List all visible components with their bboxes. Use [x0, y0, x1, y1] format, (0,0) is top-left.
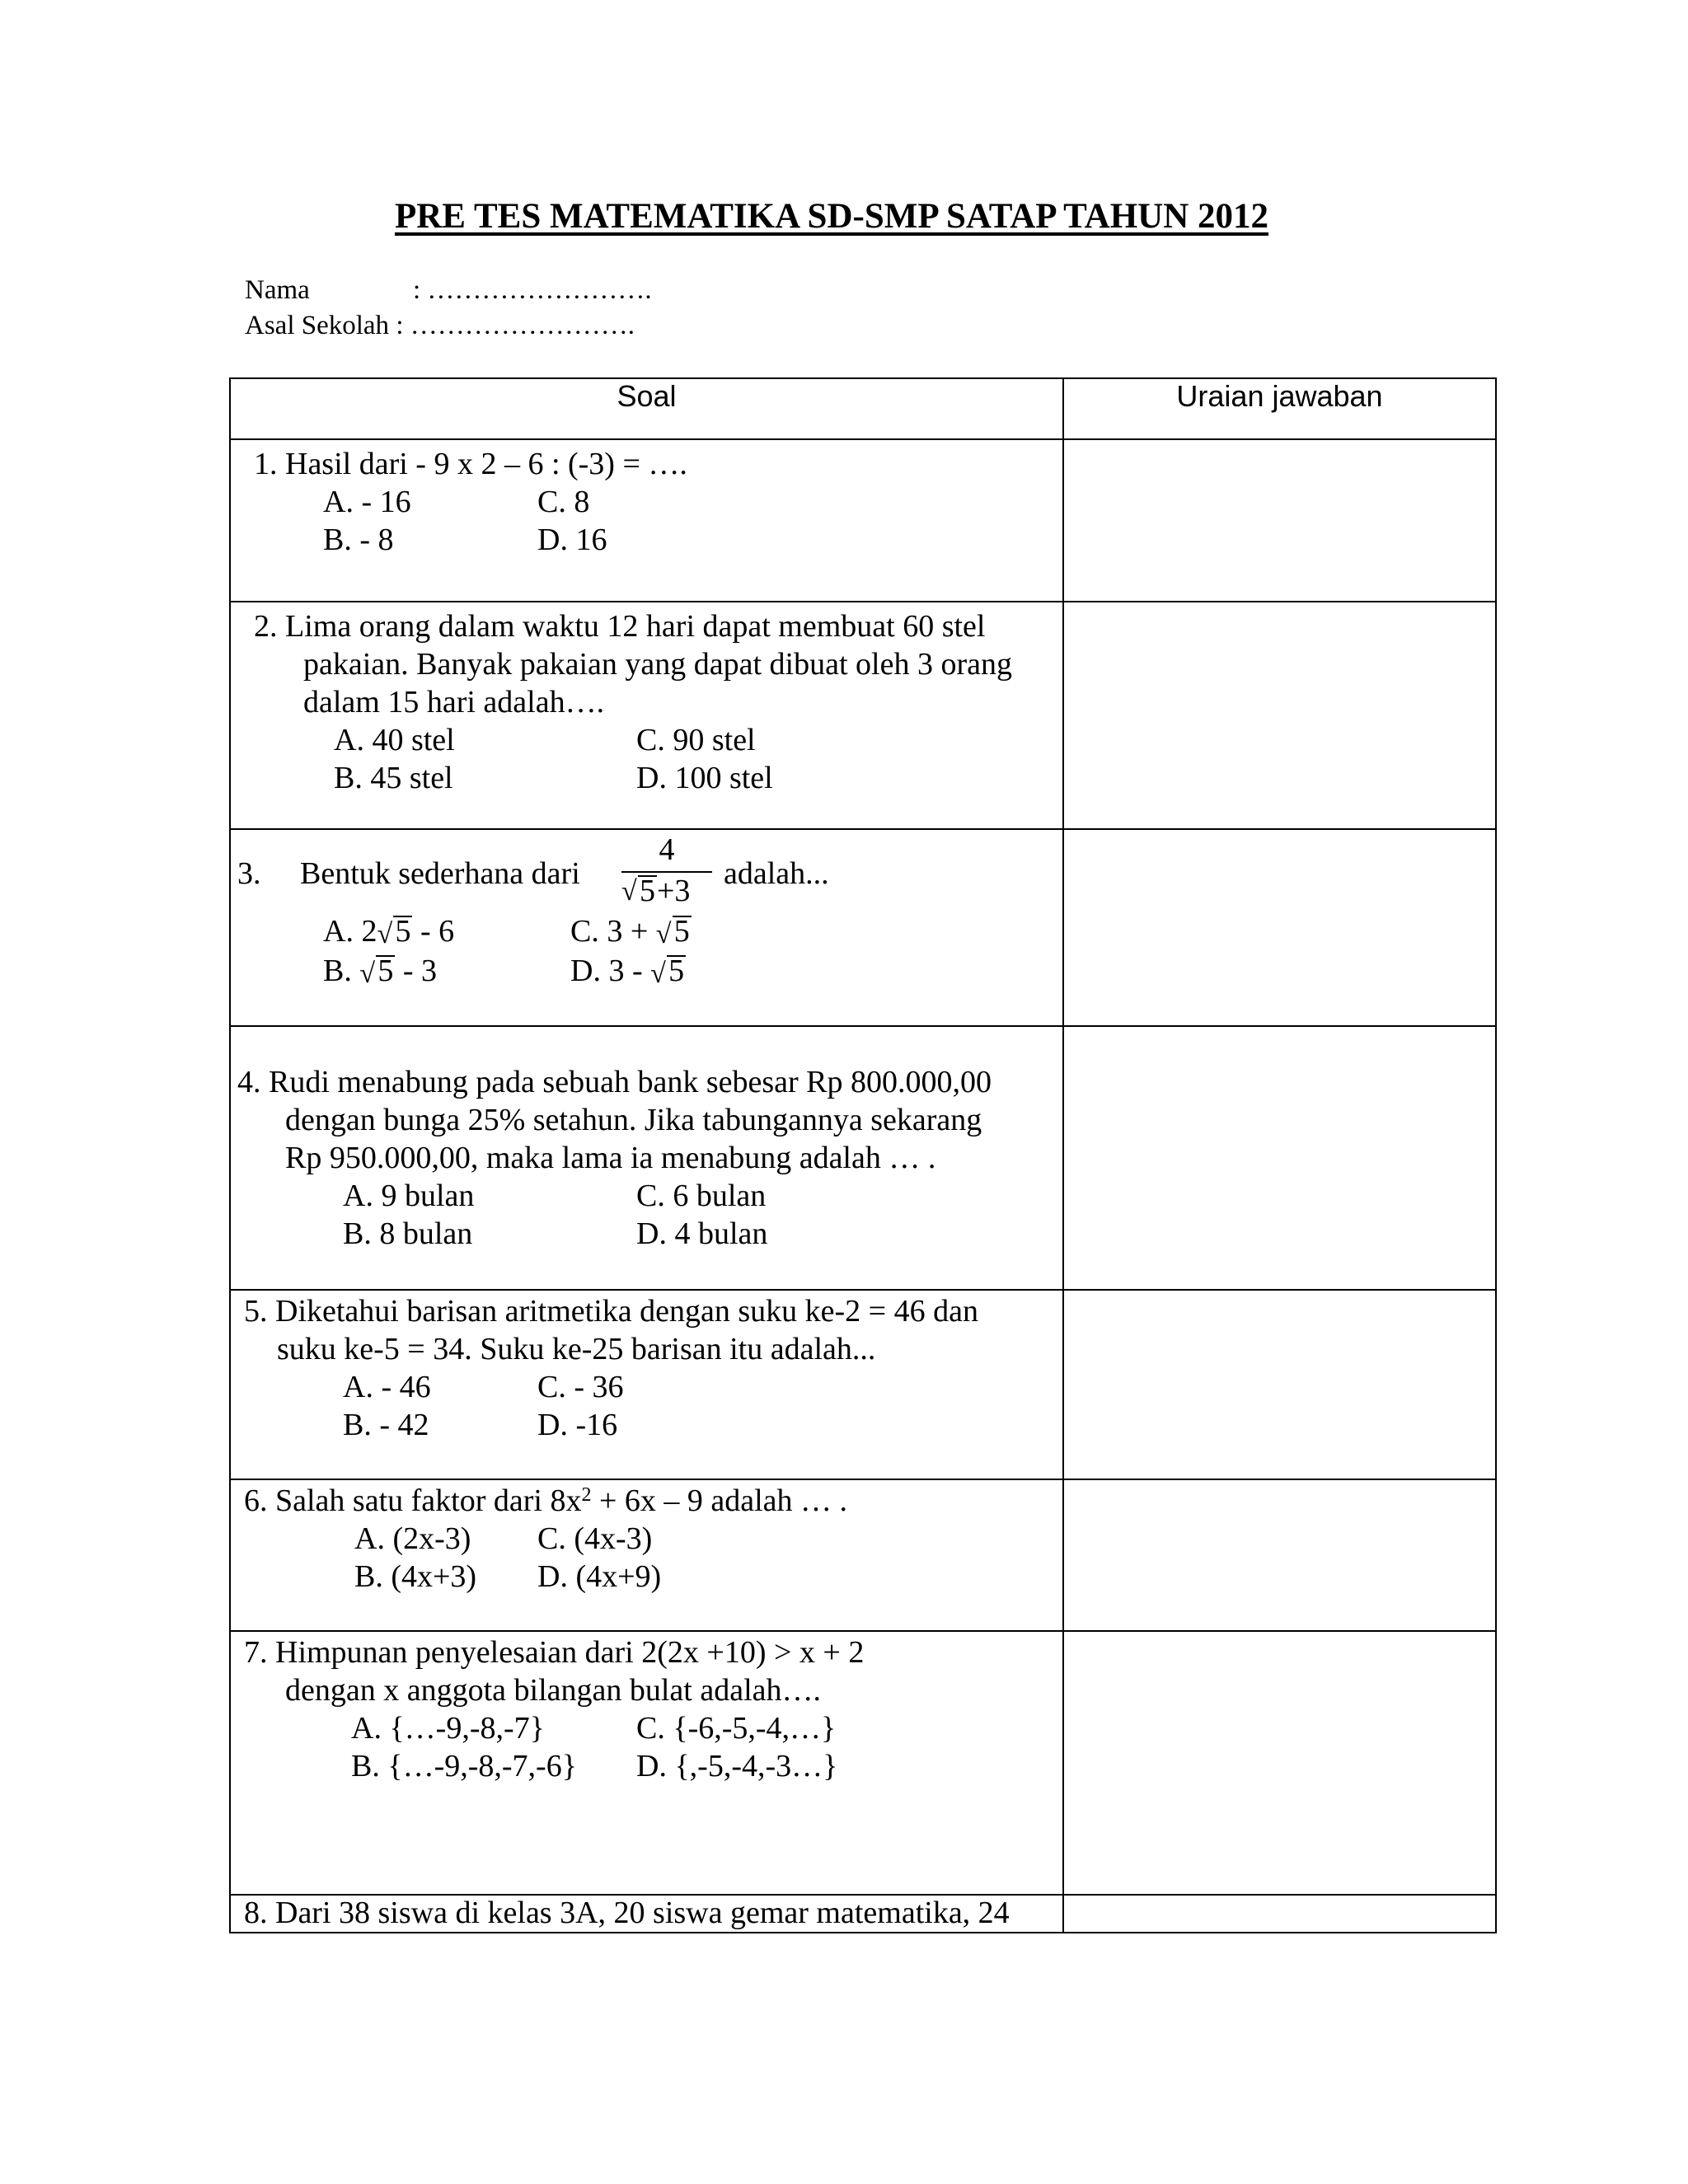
question-7-line-2: dengan x anggota bilangan bulat adalah…. [285, 1673, 822, 1708]
answer-box-3[interactable] [1063, 829, 1496, 1026]
q5-option-b: B. - 42 [343, 1408, 429, 1442]
table-row [230, 439, 1496, 602]
question-3-suffix: adalah... [724, 856, 829, 891]
page-title: PRE TES MATEMATIKA SD-SMP SATAP TAHUN 2012 [394, 197, 1268, 236]
q5-option-c: C. - 36 [537, 1370, 624, 1404]
q3-option-d: D. 3 - √ 5 [570, 954, 685, 989]
answer-box-5[interactable] [1063, 1290, 1496, 1479]
q4-option-a: A. 9 bulan [343, 1179, 475, 1213]
question-2-line-1: 2. Lima orang dalam waktu 12 hari dapat membuat 60 stel [254, 609, 986, 644]
q5-option-a: A. - 46 [343, 1370, 431, 1404]
q1-option-a: A. - 16 [323, 485, 411, 519]
q2-option-a: A. 40 stel [334, 723, 455, 757]
q4-option-c: C. 6 bulan [636, 1179, 767, 1213]
table-row [230, 1479, 1496, 1631]
answer-box-1[interactable] [1063, 439, 1496, 602]
header-uraian-jawaban: Uraian jawaban [1063, 378, 1496, 439]
answer-box-7[interactable] [1063, 1631, 1496, 1895]
question-6 [230, 1479, 1063, 1631]
q7-option-c: C. {-6,-5,-4,…} [636, 1711, 837, 1746]
table-row [230, 829, 1496, 1026]
question-8 [230, 1895, 1063, 1933]
q7-option-b: B. {…-9,-8,-7,-6} [351, 1749, 577, 1783]
question-4 [230, 1026, 1063, 1290]
asal-sekolah-label: Asal Sekolah [245, 311, 390, 340]
question-2-line-3: dalam 15 hari adalah…. [303, 685, 605, 719]
answer-box-2[interactable] [1063, 602, 1496, 829]
q2-option-d: D. 100 stel [636, 761, 773, 795]
q3-option-a: A. 2 √ 5 - 6 [323, 914, 455, 949]
question-5-line-1: 5. Diketahui barisan aritmetika dengan suku ke-2 = 46 dan [244, 1294, 978, 1329]
asal-sekolah-row [245, 311, 635, 341]
table-row [230, 1026, 1496, 1290]
table-row [230, 1290, 1496, 1479]
question-4-line-3: Rp 950.000,00, maka lama ia menabung adalah … . [285, 1141, 936, 1175]
question-4-line-1: 4. Rudi menabung pada sebuah bank sebesar Rp 800.000,00 [237, 1065, 992, 1099]
question-1-text: 1. Hasil dari - 9 x 2 – 6 : (-3) = …. [254, 447, 687, 481]
question-7 [230, 1631, 1063, 1895]
q6-option-a: A. (2x-3) [354, 1521, 471, 1556]
q6-option-b: B. (4x+3) [354, 1559, 477, 1594]
answer-box-4[interactable] [1063, 1026, 1496, 1290]
q4-option-b: B. 8 bulan [343, 1216, 473, 1251]
table-row [230, 1631, 1496, 1895]
question-2 [230, 602, 1063, 829]
fraction-denominator: √ 5+3 [621, 874, 691, 908]
q2-option-c: C. 90 stel [636, 723, 756, 757]
q2-option-b: B. 45 stel [334, 761, 453, 795]
question-3-text: Bentuk sederhana dari [300, 856, 580, 891]
nama-blank: : ……………………. [413, 275, 652, 305]
question-7-line-1: 7. Himpunan penyelesaian dari 2(2x +10) > x + 2 [244, 1635, 865, 1670]
q6-option-c: C. (4x-3) [537, 1521, 653, 1556]
table-row [230, 602, 1496, 829]
table-row [230, 1895, 1496, 1933]
question-5 [230, 1290, 1063, 1479]
fraction-numerator: 4 [659, 832, 675, 867]
q4-option-d: D. 4 bulan [636, 1216, 768, 1251]
question-1 [230, 439, 1063, 602]
q3-option-c: C. 3 + √ 5 [570, 914, 690, 949]
header-soal: Soal [230, 378, 1063, 439]
asal-sekolah-blank: : ……………………. [396, 311, 635, 340]
question-8-line-1: 8. Dari 38 siswa di kelas 3A, 20 siswa gemar matematika, 24 [244, 1896, 1010, 1930]
question-5-line-2: suku ke-5 = 34. Suku ke-25 barisan itu adalah... [277, 1332, 876, 1366]
question-3 [230, 829, 1063, 1026]
fraction-bar [621, 871, 712, 873]
question-table [229, 377, 1497, 1933]
question-2-line-2: pakaian. Banyak pakaian yang dapat dibuat oleh 3 orang [303, 647, 1012, 682]
answer-box-6[interactable] [1063, 1479, 1496, 1631]
table-header-row [230, 378, 1496, 439]
q3-option-b: B. √ 5 - 3 [323, 954, 438, 989]
q7-option-d: D. {,-5,-4,-3…} [636, 1749, 838, 1783]
nama-label: Nama [245, 275, 310, 305]
question-3-number: 3. [237, 856, 261, 891]
question-6-text: 6. Salah satu faktor dari $8x^2 + 6x - 9$ adalah … . [244, 1483, 848, 1518]
sqrt-symbol: √ 5 [621, 874, 655, 908]
q6-option-d: D. (4x+9) [537, 1559, 662, 1594]
q7-option-a: A. {…-9,-8,-7} [351, 1711, 545, 1746]
q1-option-c: C. 8 [537, 485, 590, 519]
question-4-line-2: dengan bunga 25% setahun. Jika tabungannya sekarang [285, 1103, 982, 1137]
q1-option-b: B. - 8 [323, 523, 394, 557]
q5-option-d: D. -16 [537, 1408, 618, 1442]
nama-row [245, 275, 652, 306]
answer-box-8[interactable] [1063, 1895, 1496, 1933]
q1-option-d: D. 16 [537, 523, 607, 557]
